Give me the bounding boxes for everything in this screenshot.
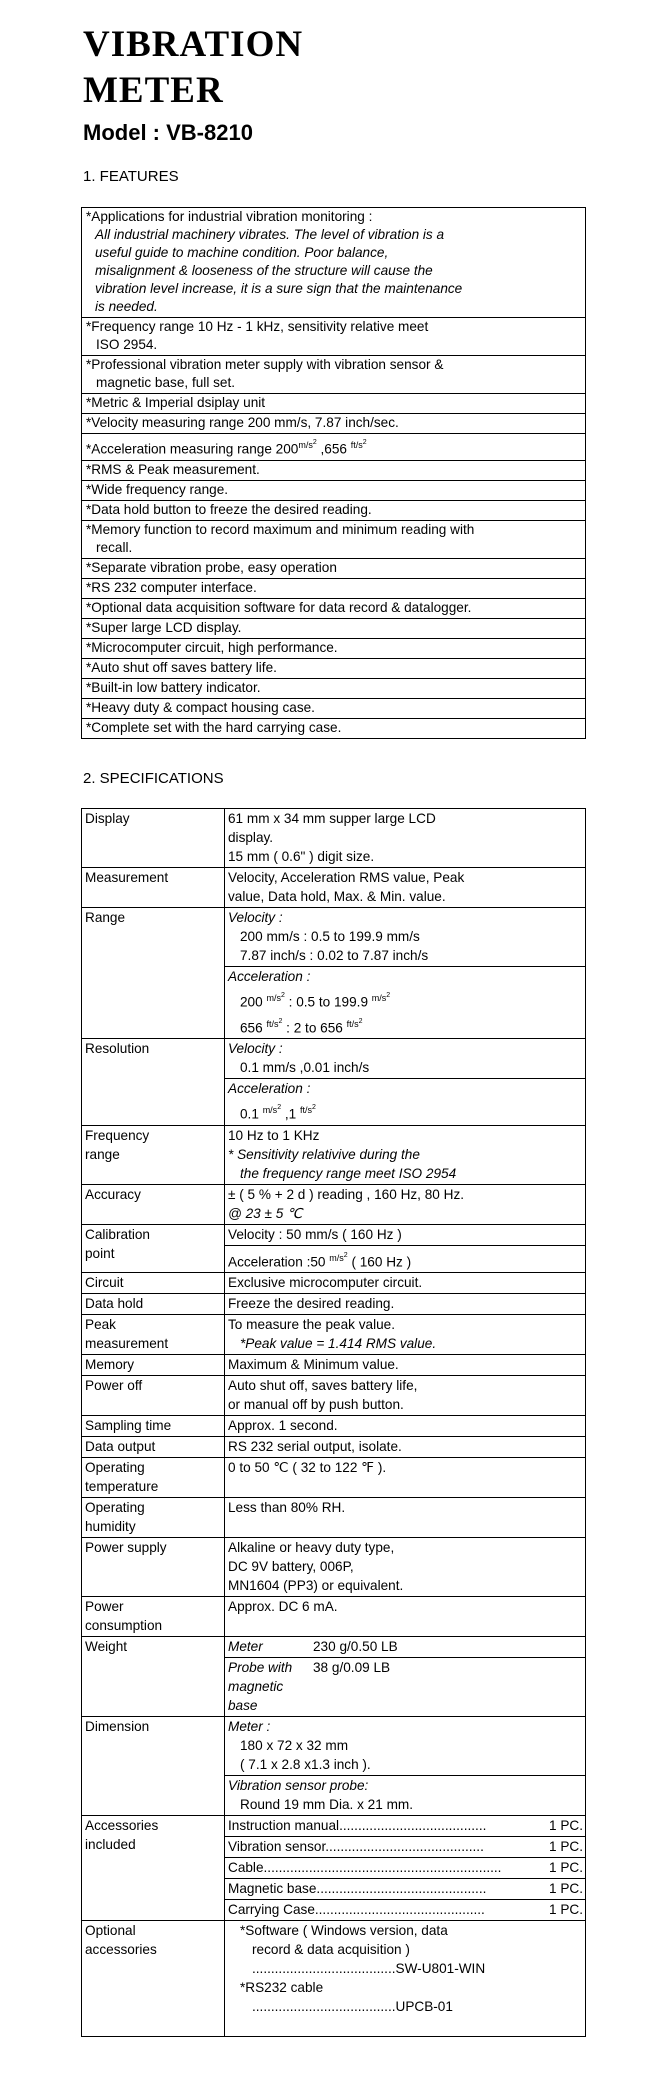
spec-row-datahold: Data hold Freeze the desired reading. [82,1294,586,1315]
spec-row-optemp: Operating temperature 0 to 50 ℃ ( 32 to 122 ℉ ). [82,1458,586,1498]
specifications-table [81,808,586,2037]
feature-row: *Applications for industrial vibration monitoring : All industrial machinery vibrates. The level of vibration is a useful guide to machine condition. Poor balance, misalignment & looseness of the structure will cause the vibration level increase, it is a sure sign that the maintenance is needed. [82,208,586,318]
spec-row-optional: Optional accessories *Software ( Windows version, data record & data acquisition ) ......................................SW-U801-WIN *RS232 cable ......................................UPCB-01 [82,1921,586,2037]
spec-row-consumption: Power consumption Approx. DC 6 mA. [82,1597,586,1637]
feature-row: *Frequency range 10 Hz - 1 kHz, sensitivity relative meet ISO 2954. [82,318,586,356]
spec-row-display: Display 61 mm x 34 mm supper large LCD display. 15 mm ( 0.6" ) digit size. [82,809,586,868]
feature-row: *Heavy duty & compact housing case. [82,698,586,718]
spec-row-ophum: Operating humidity Less than 80% RH. [82,1498,586,1538]
spec-row-output: Data output RS 232 serial output, isolate. [82,1437,586,1458]
feature-row: *Metric & Imperial dsiplay unit [82,394,586,414]
spec-row-accuracy: Accuracy ± ( 5 % + 2 d ) reading , 160 Hz, 80 Hz. @ 23 ± 5 ℃ [82,1184,586,1224]
feature-row: *Separate vibration probe, easy operation [82,558,586,578]
spec-row-sampling: Sampling time Approx. 1 second. [82,1416,586,1437]
feature-row: *Built-in low battery indicator. [82,678,586,698]
feature-row: *Microcomputer circuit, high performance. [82,638,586,658]
feature-row: *RMS & Peak measurement. [82,460,586,480]
spec-row-calibration: Calibration point Velocity : 50 mm/s ( 160 Hz ) Acceleration :50 $^{m/s^2}$ ( 160 Hz ) [82,1224,586,1273]
feature-row: *Wide frequency range. [82,480,586,500]
spec-row-resolution: Resolution Velocity : 0.1 mm/s ,0.01 inch/s Acceleration : 0.1 $^{m/s^2}$ ,1 $^{ft/s^2}$ [82,1039,586,1126]
spec-row-dimension: Dimension Meter : 180 x 72 x 32 mm ( 7.1 x 2.8 x1.3 inch ). Vibration sensor probe: Round 19 mm Dia. x 21 mm. [82,1717,586,1816]
feature-row: *Complete set with the hard carrying case. [82,718,586,738]
spec-row-memory: Memory Maximum & Minimum value. [82,1355,586,1376]
document-title: VIBRATION METER [83,24,304,111]
feature-row: *Acceleration measuring range $200^{m/s^2}$ ,656 $^{ft/s^2}$ [82,434,586,461]
spec-row-accessories: Accessories included Instruction manual....................................... 1 PC. Vibration sensor.......................................... 1 PC. Cable............................................................... 1 PC. Magnetic base............................................. 1 PC. Carrying Case............................................. 1 PC. [82,1816,586,1921]
spec-row-range: Range Velocity : 200 mm/s : 0.5 to 199.9 mm/s 7.87 inch/s : 0.02 to 7.87 inch/s Acceleration : 200 $^{m/s^2}$ : 0.5 to 199.9 $^{m/s^2}$ 656 $^{ft/s^2}$ : 2 to 656 $^{ft/s^2}$ [82,908,586,1039]
feature-row: *Auto shut off saves battery life. [82,658,586,678]
specifications-heading: 2. SPECIFICATIONS [83,770,224,787]
feature-row: *RS 232 computer interface. [82,578,586,598]
feature-row: *Professional vibration meter supply with vibration sensor & magnetic base, full set. [82,356,586,394]
features-table [81,207,586,739]
spec-row-poweroff: Power off Auto shut off, saves battery life, or manual off by push button. [82,1376,586,1416]
spec-row-peak: Peak measurement To measure the peak value. *Peak value = 1.414 RMS value. [82,1315,586,1355]
spec-row-measurement: Measurement Velocity, Acceleration RMS value, Peak value, Data hold, Max. & Min. value. [82,868,586,908]
model-number: Model : VB-8210 [83,120,253,145]
spec-row-weight: Weight Meter 230 g/0.50 LB Probe with magnetic base 38 g/0.09 LB [82,1637,586,1717]
spec-row-supply: Power supply Alkaline or heavy duty type, DC 9V battery, 006P, MN1604 (PP3) or equivalent. [82,1538,586,1597]
features-heading: 1. FEATURES [83,168,179,185]
feature-row: *Super large LCD display. [82,618,586,638]
feature-row: *Velocity measuring range 200 mm/s, 7.87 inch/sec. [82,414,586,434]
feature-row: *Memory function to record maximum and minimum reading with recall. [82,520,586,558]
spec-row-circuit: Circuit Exclusive microcomputer circuit. [82,1273,586,1294]
intro-description: All industrial machinery vibrates. The level of vibration is a useful guide to machine condition. Poor balance, misalignment & looseness of the structure will cause the vibration level increase, it is a sure sign that the maintenance is needed. [95,227,463,314]
feature-row: *Optional data acquisition software for data record & datalogger. [82,598,586,618]
feature-row: *Data hold button to freeze the desired reading. [82,500,586,520]
spec-row-frequency: Frequency range 10 Hz to 1 KHz * Sensitivity relativive during the the frequency range meet ISO 2954 [82,1125,586,1184]
